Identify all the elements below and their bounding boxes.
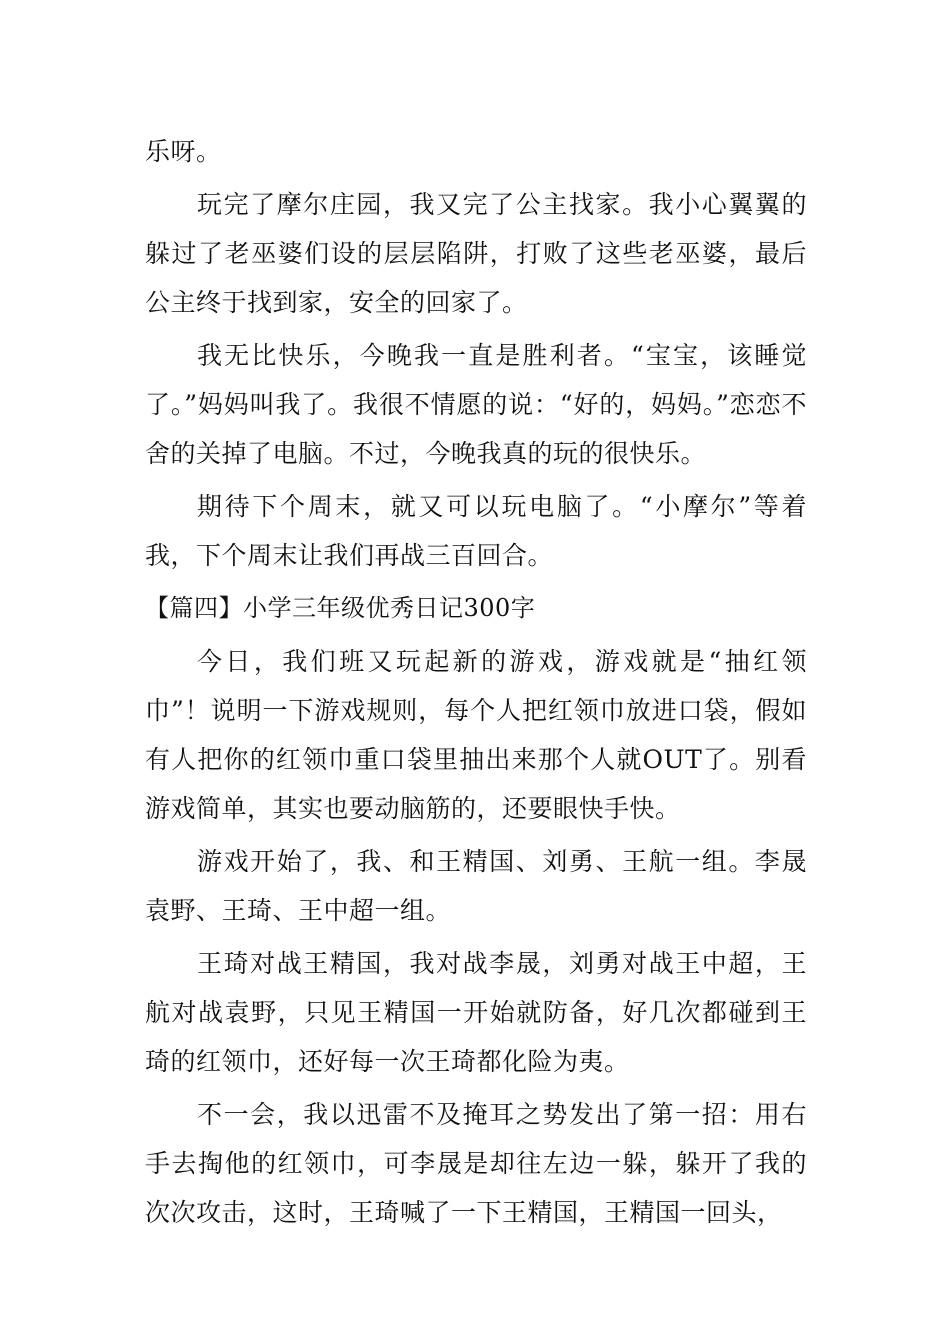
paragraph-moore-manor: 玩完了摩尔庄园，我又完了公主找家。我小心翼翼的躲过了老巫婆们设的层层陷阱，打败了这些老巫婆，最后公主终于找到家，安全的回家了。: [145, 190, 807, 317]
paragraph-first-move: 不一会，我以迅雷不及掩耳之势发出了第一招：用右手去掏他的红领巾，可李晟是却往左边一躲，躲开了我的次次攻击，这时，王琦喊了一下王精国，王精国一回头，: [145, 1100, 807, 1227]
document-page: [145, 127, 807, 1241]
paragraph-game-rules: 今日，我们班又玩起新的游戏，游戏就是“抽红领巾”！说明一下游戏规则，每个人把红领巾放进口袋，假如有人把你的红领巾重口袋里抽出来那个人就OUT了。别看游戏简单，其实也要动脑筋的，还要眼快手快。: [145, 647, 807, 823]
paragraph-continuation: 乐呀。: [145, 137, 222, 166]
paragraph-teams: 游戏开始了，我、和王精国、刘勇、王航一组。李晟袁野、王琦、王中超一组。: [145, 847, 807, 925]
section-heading: 【篇四】小学三年级优秀日记300字: [145, 594, 536, 622]
paragraph-matchups: 王琦对战王精国，我对战李晟，刘勇对战王中超，王航对战袁野，只见王精国一开始就防备，好几次都碰到王琦的红领巾，还好每一次王琦都化险为夷。: [145, 949, 807, 1076]
paragraph-bedtime: 我无比快乐，今晚我一直是胜利者。“宝宝，该睡觉了。”妈妈叫我了。我很不情愿的说：“好的，妈妈。”恋恋不舍的关掉了电脑。不过，今晚我真的玩的很快乐。: [145, 341, 807, 468]
paragraph-next-weekend: 期待下个周末，就又可以玩电脑了。“小摩尔”等着我，下个周末让我们再战三百回合。: [145, 492, 807, 570]
